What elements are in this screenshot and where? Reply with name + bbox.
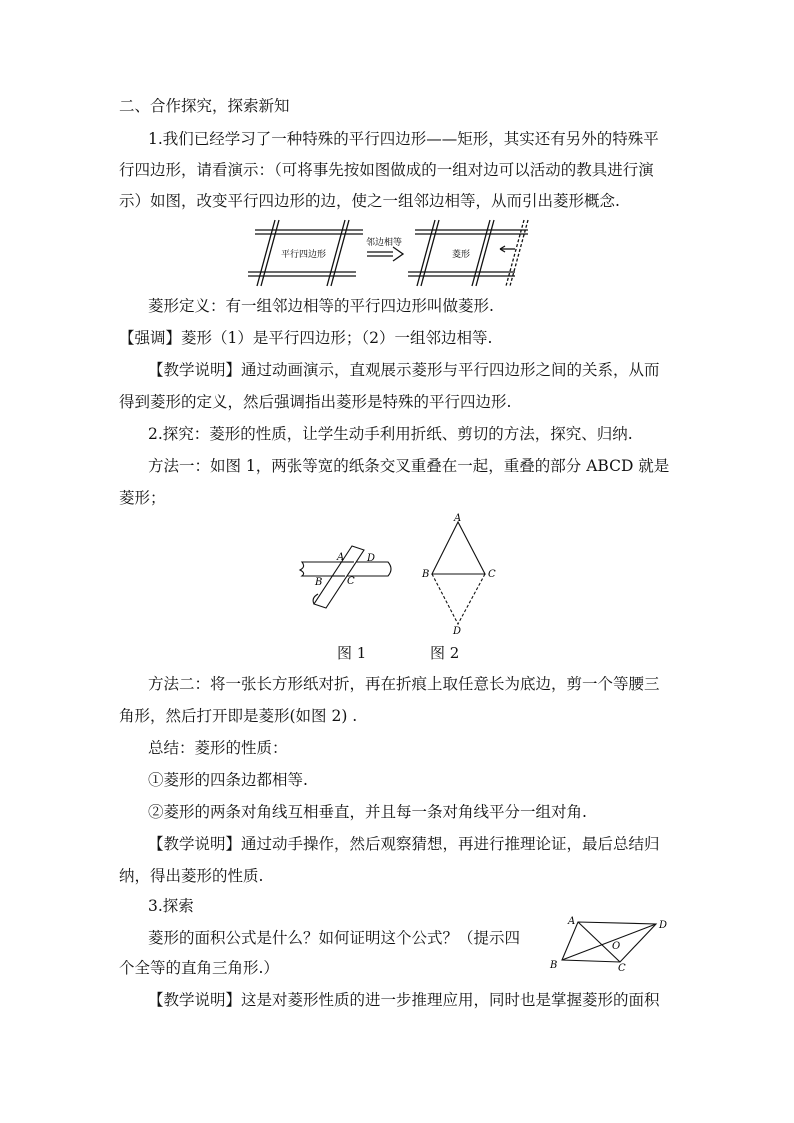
emphasis-text: 【强调】菱形（1）是平行四边形；（2）一组邻边相等. — [119, 329, 493, 347]
paragraph-2: 2.探究：菱形的性质，让学生动手利用折纸、剪切的方法，探究、归纳. — [148, 425, 633, 443]
property-1: ①菱形的四条边都相等. — [148, 771, 308, 789]
paragraph-1-line-1: 1.我们已经学习了一种特殊的平行四边形——矩形，其实还有另外的特殊平 — [148, 130, 659, 148]
method-2-line-1: 方法二：将一张长方形纸对折，再在折痕上取任意长为底边，剪一个等腰三 — [148, 675, 660, 693]
fig1-point-b: B — [315, 577, 323, 588]
area-question-line-1: 菱形的面积公式是什么？如何证明这个公式？（提示四 — [148, 929, 521, 947]
fig3-point-o: O — [612, 941, 621, 952]
method-1-line-2: 菱形； — [119, 489, 166, 507]
fig2-point-a: A — [454, 513, 462, 524]
fig1-point-a: A — [337, 552, 345, 563]
paragraph-1-line-2: 行四边形，请看演示：（可将事先按如图做成的一组对边可以活动的教具进行演 — [119, 161, 654, 179]
paragraph-1-line-3: 示）如图，改变平行四边形的边，使之一组邻边相等，从而引出菱形概念. — [119, 192, 620, 210]
rhombus-diagonals-figure — [544, 912, 674, 974]
caption-figure-1: 图 1 — [337, 644, 367, 662]
teaching-note-1-line-1: 【教学说明】通过动画演示，直观展示菱形与平行四边形之间的关系，从而 — [148, 361, 660, 379]
rhombus-label: 菱形 — [452, 250, 471, 260]
fig3-point-b: B — [550, 960, 558, 971]
teaching-note-2-line-2: 纳，得出菱形的性质. — [119, 867, 264, 885]
summary-heading: 总结：菱形的性质： — [148, 739, 288, 757]
paragraph-3: 3.探索 — [148, 897, 194, 915]
teaching-note-1-line-2: 得到菱形的定义，然后强调指出菱形是特殊的平行四边形. — [119, 393, 512, 411]
parallelogram-label: 平行四边形 — [281, 250, 327, 260]
fig1-point-c: C — [347, 576, 355, 587]
folded-rhombus-figure — [418, 512, 502, 636]
method-2-line-2: 角形，然后打开即是菱形(如图 2) . — [119, 707, 358, 725]
property-2: ②菱形的两条对角线互相垂直，并且每一条对角线平分一组对角. — [148, 803, 587, 821]
fig2-point-b: B — [422, 569, 430, 580]
fig2-point-c: C — [488, 569, 496, 580]
fig2-point-d: D — [453, 626, 462, 636]
teaching-note-2-line-1: 【教学说明】通过动手操作，然后观察猜想，再进行推理论证，最后总结归 — [148, 835, 660, 853]
method-1-line-1: 方法一：如图 1，两张等宽的纸条交叉重叠在一起，重叠的部分 ABCD 就是 — [148, 457, 670, 475]
arrow-label: 邻边相等 — [366, 238, 403, 248]
section-title: 二、合作探究，探索新知 — [119, 97, 290, 115]
definition-text: 菱形定义：有一组邻边相等的平行四边形叫做菱形. — [148, 297, 494, 315]
fig3-point-a: A — [568, 916, 576, 927]
fig3-point-d: D — [659, 920, 668, 931]
fig3-point-c: C — [618, 963, 626, 974]
parallelogram-to-rhombus-figure — [243, 216, 533, 288]
area-question-line-2: 个全等的直角三角形.） — [119, 959, 279, 977]
crossed-strips-figure — [296, 540, 396, 612]
teaching-note-3: 【教学说明】这是对菱形性质的进一步推理应用，同时也是掌握菱形的面积 — [148, 991, 660, 1009]
caption-figure-2: 图 2 — [430, 644, 460, 662]
fig1-point-d: D — [367, 553, 376, 564]
